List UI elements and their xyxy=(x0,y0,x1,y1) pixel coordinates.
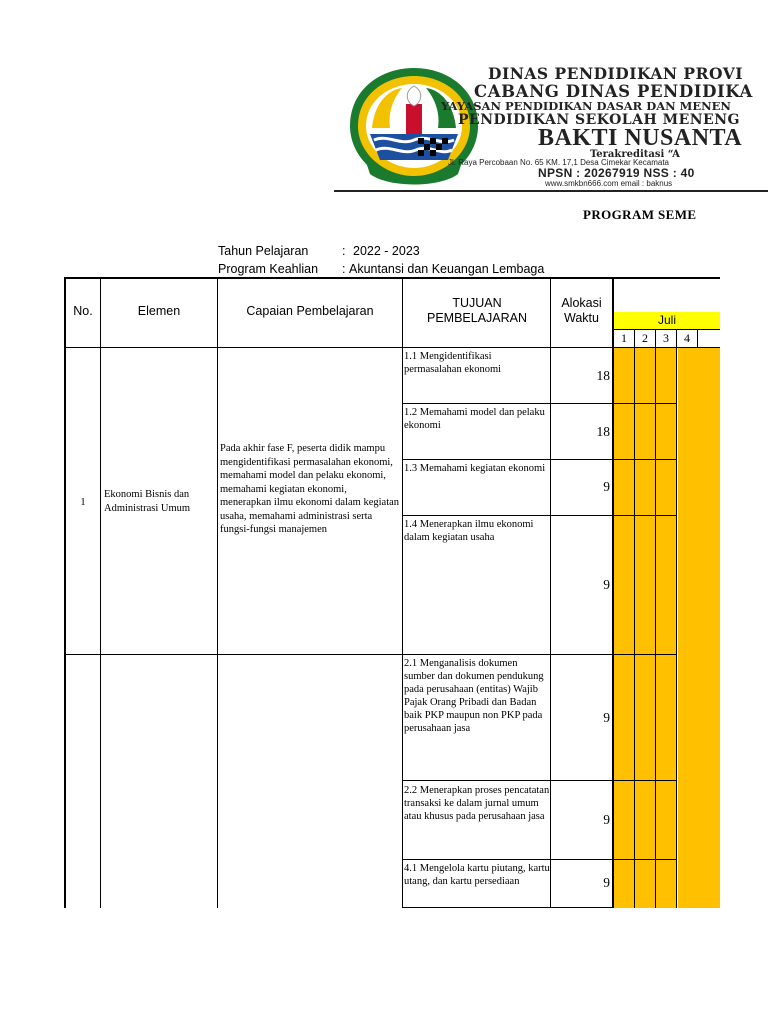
row2-tp1-divider xyxy=(402,780,677,781)
program-keahlian-label: Program Keahlian xyxy=(218,262,319,276)
letterhead-npsn: NPSN : 20267919 NSS : 40 xyxy=(538,166,695,180)
header-alokasi-waktu: Alokasi Waktu xyxy=(561,296,602,325)
row1-alokasi-4: 9 xyxy=(603,577,610,592)
header-bottom-border xyxy=(64,347,720,348)
col-elemen-border xyxy=(100,277,101,908)
letterhead-accreditation: Terakreditasi “A xyxy=(590,149,680,160)
row1-tp3-divider xyxy=(402,515,677,516)
tahun-pelajaran-label: Tahun Pelajaran xyxy=(218,244,309,258)
letterhead-line-branch: CABANG DINAS PENDIDIKA xyxy=(474,82,753,101)
schedule-fill-week-2 xyxy=(635,348,655,908)
letterhead-school-name: BAKTI NUSANTA xyxy=(538,125,743,151)
row2-alokasi-3: 9 xyxy=(603,875,610,890)
row1-elemen: Ekonomi Bisnis dan Administrasi Umum xyxy=(104,489,191,514)
header-month-juli: Juli xyxy=(657,313,676,327)
row1-tujuan-2: 1.2 Memahami model dan pelaku ekonomi xyxy=(404,407,545,431)
letterhead-line-school-type: PENDIDIKAN SEKOLAH MENENG xyxy=(458,112,740,128)
row1-alokasi-2: 18 xyxy=(596,424,610,439)
col-schedule-border xyxy=(612,277,614,908)
row1-tujuan-3: 1.3 Memahami kegiatan ekonomi xyxy=(404,463,546,474)
row1-capaian: Pada akhir fase F, peserta didik mampu mengidentifikasi permasalahan ekonomi, memahami model dan pelaku ekonomi, memahami kegiatan ekonomi, menerapkan ilmu ekonomi dalam kegiatan usaha, memahami administrasi serta fungsi-fungsi manajemen xyxy=(220,443,400,535)
tahun-pelajaran-value: 2022 - 2023 xyxy=(353,244,420,258)
row2-tp3-divider xyxy=(402,907,612,908)
week-2-border xyxy=(655,329,656,908)
letterhead-website: www.smkbn666.com email : baknus xyxy=(545,179,673,188)
header-week-1: 1 xyxy=(621,331,627,345)
header-capaian-pembelajaran: Capaian Pembelajaran xyxy=(246,304,374,318)
program-keahlian-colon: : xyxy=(342,262,346,276)
schedule-fill-remaining xyxy=(678,348,720,908)
schedule-fill-week-3 xyxy=(656,348,677,908)
letterhead-address: Jl. Raya Percobaan No. 65 KM. 17,1 Desa Cimekar Kecamata xyxy=(448,158,669,167)
header-no: No. xyxy=(73,304,93,318)
program-keahlian-value: Akuntansi dan Keuangan Lembaga xyxy=(349,262,545,276)
row1-tp2-divider xyxy=(402,459,677,460)
week-3-border xyxy=(676,329,677,908)
week-4-border xyxy=(697,329,698,348)
document-title: PROGRAM SEME xyxy=(583,207,697,222)
row1-alokasi-3: 9 xyxy=(603,479,610,494)
row1-alokasi-1: 18 xyxy=(596,368,610,383)
header-tujuan-pembelajaran: TUJUAN PEMBELAJARAN xyxy=(426,296,528,325)
letterhead-line-agency: DINAS PENDIDIKAN PROVI xyxy=(488,64,743,83)
header-week-4: 4 xyxy=(684,331,690,345)
col-alokasi-border xyxy=(550,277,551,908)
week-1-border xyxy=(634,329,635,908)
header-elemen: Elemen xyxy=(137,304,181,318)
tahun-pelajaran-colon: : xyxy=(342,244,346,258)
row1-tujuan-4: 1.4 Menerapkan ilmu ekonomi dalam kegiatan usaha xyxy=(404,519,534,543)
header-week-3: 3 xyxy=(663,331,669,345)
row1-no: 1 xyxy=(80,497,86,508)
row2-tujuan-1: 2.1 Menganalisis dokumen sumber dan dokumen pendukung pada perusahaan (entitas) Wajib Pajak Orang Pribadi dan Badan baik PKP maupun non PKP pada perusahaan jasa xyxy=(404,658,544,734)
row1-tujuan-1: 1.1 Mengidentifikasi permasalahan ekonomi xyxy=(404,351,502,375)
row2-alokasi-1: 9 xyxy=(603,710,610,725)
header-month-rule xyxy=(613,329,720,330)
row2-tujuan-3: 4.1 Mengelola kartu piutang, kartu utang, dan kartu persediaan xyxy=(404,863,550,887)
col-tujuan-border xyxy=(402,277,403,908)
row2-tp2-divider xyxy=(402,859,677,860)
schedule-fill-week-1 xyxy=(614,348,634,908)
table-left-border xyxy=(64,277,66,908)
col-capaian-border xyxy=(217,277,218,908)
row2-alokasi-2: 9 xyxy=(603,812,610,827)
row1-bottom-border xyxy=(64,654,677,655)
letterhead-line-foundation: YAYASAN PENDIDIKAN DASAR DAN MENEN xyxy=(441,99,731,113)
header-week-2: 2 xyxy=(642,331,648,345)
row2-tujuan-2: 2.2 Menerapkan proses pencatatan transaksi ke dalam jurnal umum atau khusus pada perusahaan jasa xyxy=(404,785,550,822)
row1-tp1-divider xyxy=(402,403,677,404)
table-top-border xyxy=(64,277,720,279)
